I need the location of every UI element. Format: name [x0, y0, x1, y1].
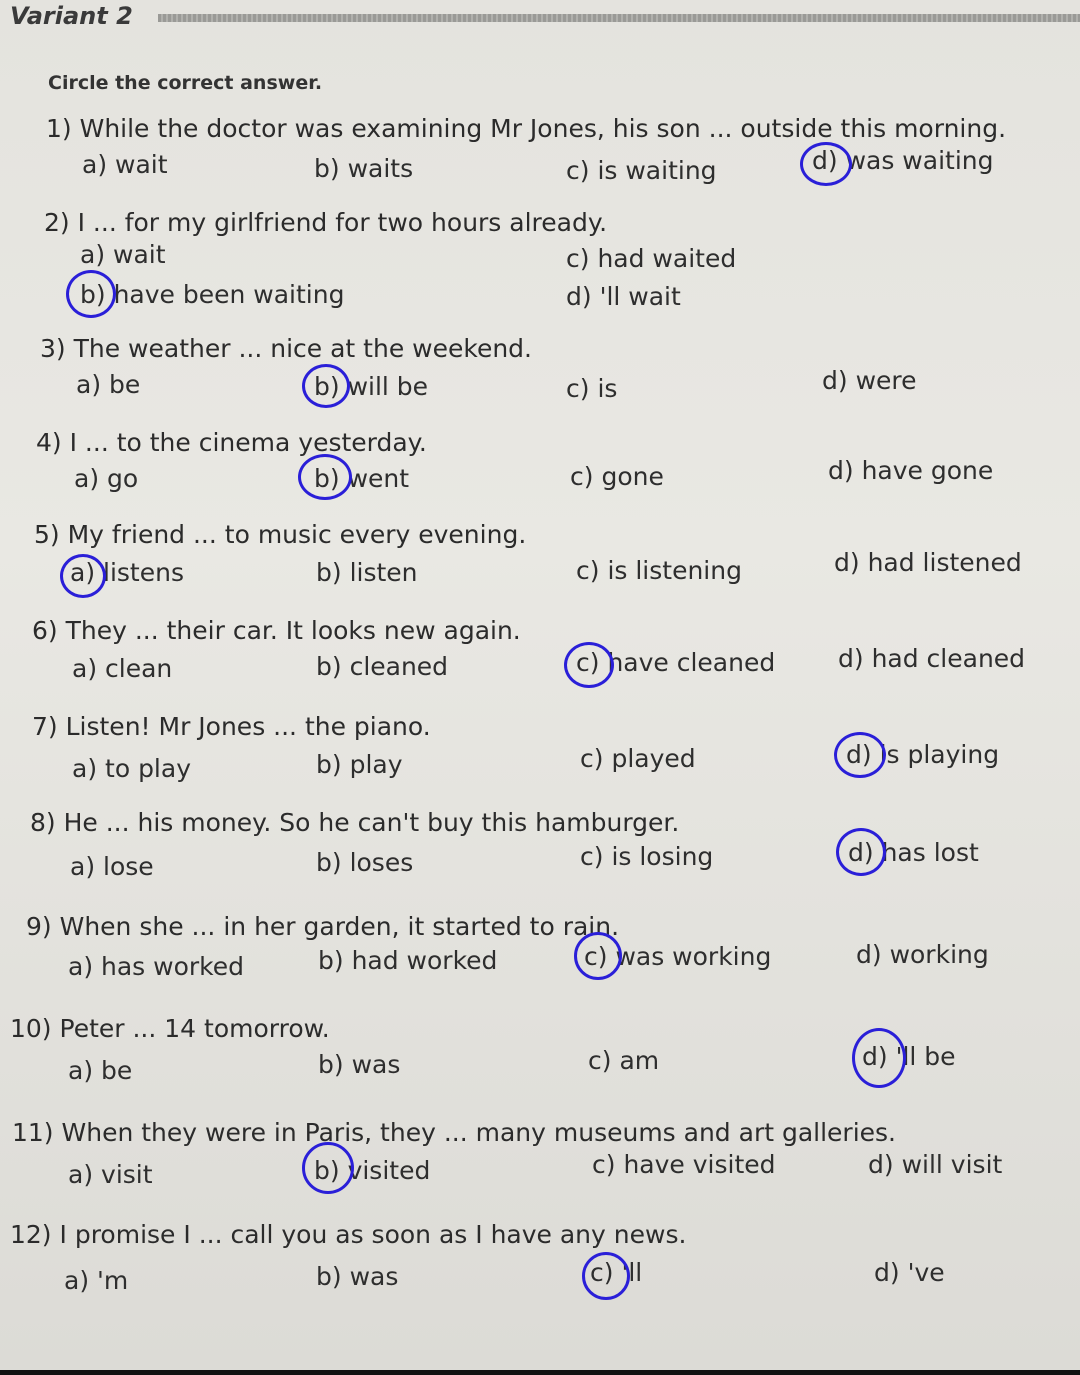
answer-circle-mark	[574, 932, 622, 980]
question-1: 1) While the doctor was examining Mr Jones, his son ... outside this morning.	[46, 114, 1007, 143]
q9-option-b[interactable]: b) had worked	[318, 946, 498, 975]
q12-option-d[interactable]: d) 've	[874, 1258, 945, 1287]
photo-bottom-edge	[0, 1370, 1080, 1375]
q5-option-b[interactable]: b) listen	[316, 558, 418, 587]
answer-circle-mark	[66, 270, 116, 318]
answer-circle-mark	[302, 1142, 354, 1194]
q11-option-a[interactable]: a) visit	[68, 1160, 153, 1189]
q9-option-a[interactable]: a) has worked	[68, 952, 245, 981]
q12-option-a[interactable]: a) 'm	[64, 1266, 129, 1295]
q3-option-b[interactable]: b) will be	[314, 372, 429, 401]
question-4: 4) I ... to the cinema yesterday.	[36, 428, 427, 457]
q1-option-c[interactable]: c) is waiting	[566, 156, 717, 185]
q3-option-d[interactable]: d) were	[822, 366, 917, 395]
question-8: 8) He ... his money. So he can't buy this hamburger.	[30, 808, 680, 837]
q11-option-b[interactable]: b) visited	[314, 1156, 431, 1185]
q2-option-b[interactable]: b) have been waiting	[80, 280, 345, 309]
q8-option-d[interactable]: d) has lost	[848, 838, 979, 867]
q4-option-c[interactable]: c) gone	[570, 462, 664, 491]
q6-option-d[interactable]: d) had cleaned	[838, 644, 1026, 673]
question-7: 7) Listen! Mr Jones ... the piano.	[32, 712, 431, 741]
question-12: 12) I promise I ... call you as soon as I have any news.	[10, 1220, 687, 1249]
q3-option-c[interactable]: c) is	[566, 374, 618, 403]
q4-option-b[interactable]: b) went	[314, 464, 410, 493]
q6-option-c[interactable]: c) have cleaned	[576, 648, 776, 677]
answer-circle-mark	[564, 642, 614, 688]
q7-option-b[interactable]: b) play	[316, 750, 403, 779]
q5-option-d[interactable]: d) had listened	[834, 548, 1022, 577]
question-2: 2) I ... for my girlfriend for two hours already.	[44, 208, 608, 237]
q2-option-a[interactable]: a) wait	[80, 240, 166, 269]
q12-option-b[interactable]: b) was	[316, 1262, 399, 1291]
question-5: 5) My friend ... to music every evening.	[34, 520, 527, 549]
question-11: 11) When they were in Paris, they ... many museums and art galleries.	[12, 1118, 897, 1147]
q1-option-b[interactable]: b) waits	[314, 154, 414, 183]
answer-circle-mark	[60, 554, 106, 598]
q10-option-b[interactable]: b) was	[318, 1050, 401, 1079]
answer-circle-mark	[852, 1028, 906, 1088]
q4-option-d[interactable]: d) have gone	[828, 456, 994, 485]
q7-option-a[interactable]: a) to play	[72, 754, 191, 783]
q3-option-a[interactable]: a) be	[76, 370, 141, 399]
q9-option-d[interactable]: d) working	[856, 940, 989, 969]
q10-option-a[interactable]: a) be	[68, 1056, 133, 1085]
header-rule	[158, 14, 1080, 22]
answer-circle-mark	[800, 142, 852, 186]
answer-circle-mark	[836, 828, 886, 876]
q2-option-d[interactable]: d) 'll wait	[566, 282, 681, 311]
instruction-text: Circle the correct answer.	[48, 72, 323, 94]
variant-heading: Variant 2	[10, 2, 133, 30]
q1-option-a[interactable]: a) wait	[82, 150, 168, 179]
q6-option-b[interactable]: b) cleaned	[316, 652, 449, 681]
q5-option-c[interactable]: c) is listening	[576, 556, 742, 585]
q2-option-c[interactable]: c) had waited	[566, 244, 737, 273]
q11-option-d[interactable]: d) will visit	[868, 1150, 1003, 1179]
q8-option-b[interactable]: b) loses	[316, 848, 414, 877]
q7-option-c[interactable]: c) played	[580, 744, 696, 773]
answer-circle-mark	[834, 732, 886, 778]
question-9: 9) When she ... in her garden, it started to rain.	[26, 912, 620, 941]
question-10: 10) Peter ... 14 tomorrow.	[10, 1014, 330, 1043]
q11-option-c[interactable]: c) have visited	[592, 1150, 776, 1179]
q6-option-a[interactable]: a) clean	[72, 654, 173, 683]
answer-circle-mark	[582, 1252, 630, 1300]
q1-option-d[interactable]: d) was waiting	[812, 146, 994, 175]
question-6: 6) They ... their car. It looks new again.	[32, 616, 521, 645]
q5-option-a[interactable]: a) listens	[70, 558, 184, 587]
q8-option-a[interactable]: a) lose	[70, 852, 154, 881]
q7-option-d[interactable]: d) is playing	[846, 740, 1000, 769]
q10-option-d[interactable]: d) 'll be	[862, 1042, 956, 1071]
q4-option-a[interactable]: a) go	[74, 464, 139, 493]
q12-option-c[interactable]: c) 'll	[590, 1258, 643, 1287]
answer-circle-mark	[302, 364, 350, 408]
question-3: 3) The weather ... nice at the weekend.	[40, 334, 532, 363]
q8-option-c[interactable]: c) is losing	[580, 842, 714, 871]
answer-circle-mark	[298, 454, 352, 500]
q9-option-c[interactable]: c) was working	[584, 942, 772, 971]
q10-option-c[interactable]: c) am	[588, 1046, 660, 1075]
